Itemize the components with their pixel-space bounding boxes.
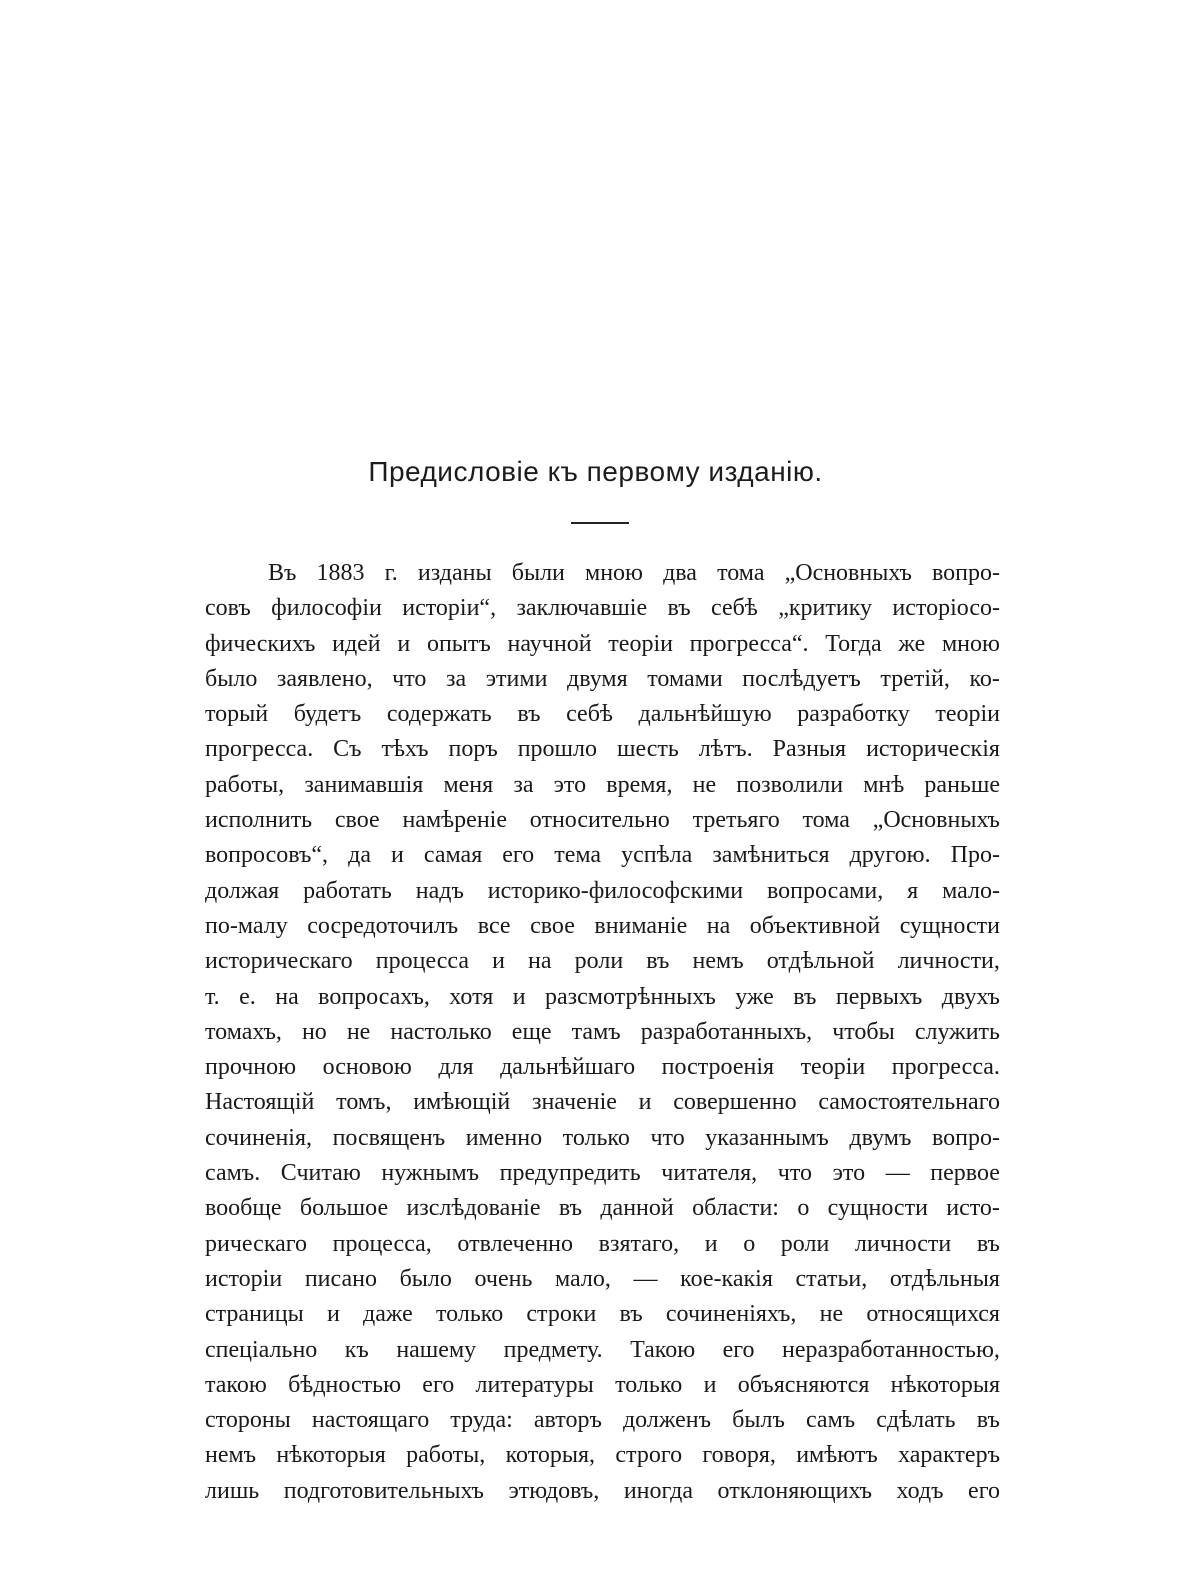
word: немъ [205, 1442, 257, 1469]
word: лѣтъ. [698, 736, 753, 763]
word: самъ [805, 1407, 856, 1434]
word: области: [692, 1195, 779, 1222]
text-line [205, 803, 1000, 838]
word: были [511, 560, 565, 586]
word: торый [205, 701, 269, 728]
word: успѣла [621, 842, 693, 869]
word: тѣхъ [381, 736, 429, 763]
word: г. [384, 560, 398, 586]
word: же [898, 630, 926, 657]
word: вопро- [931, 1124, 1000, 1151]
word: прошло [517, 736, 598, 763]
word: стороны [205, 1407, 291, 1434]
word: взятаго, [598, 1230, 680, 1257]
word: ходъ [896, 1477, 944, 1504]
word: сосредоточилъ [307, 912, 459, 939]
word: даже [363, 1301, 413, 1328]
word: свое [530, 912, 575, 939]
text-line [205, 980, 1000, 1015]
word: относящихся [866, 1301, 1000, 1328]
word: фическихъ [205, 630, 316, 657]
word: за [513, 771, 534, 798]
text-line [205, 556, 1000, 591]
word: его [722, 1336, 755, 1363]
word: лишь [205, 1477, 260, 1504]
text-line [205, 944, 1000, 979]
word: и [397, 630, 411, 657]
word: 1883 [316, 560, 365, 586]
word: тамъ [571, 1018, 621, 1045]
text-line [205, 1333, 1000, 1368]
word: Тогда [825, 630, 882, 657]
word: будетъ [293, 701, 362, 728]
word: надъ [415, 877, 464, 904]
word: не [346, 1018, 371, 1045]
word: третій, [880, 665, 950, 692]
text-line [205, 874, 1000, 909]
word: только [435, 1301, 504, 1328]
word: его [422, 1371, 455, 1398]
word: процесса, [332, 1230, 432, 1257]
word: теоріи [608, 630, 673, 657]
word: раньше [924, 771, 1000, 798]
word: исторіи [205, 1265, 283, 1292]
word: заявлено, [276, 665, 373, 692]
word: этюдовъ, [508, 1477, 600, 1504]
text-line [205, 768, 1000, 803]
word: — [633, 1265, 658, 1292]
word: въ [619, 1301, 643, 1328]
text-line [205, 1085, 1000, 1120]
text-line [205, 1403, 1000, 1438]
word: страницы [205, 1301, 304, 1328]
text-line [205, 1121, 1000, 1156]
word: что [650, 1124, 685, 1151]
word: двумъ [849, 1124, 912, 1151]
word: на [706, 912, 731, 939]
word: себѣ [566, 701, 613, 728]
word: и [492, 948, 505, 975]
word: немъ [692, 948, 744, 975]
word: вопро- [931, 560, 1000, 586]
word: былъ [732, 1407, 785, 1434]
word: совъ [205, 595, 251, 622]
word: двухъ [941, 983, 1000, 1010]
word: что [392, 665, 427, 692]
word: прогресса“. [689, 630, 809, 657]
word: вообще [205, 1195, 282, 1222]
word: но [301, 1018, 327, 1045]
word: статьи, [795, 1265, 868, 1292]
word: да [348, 842, 371, 869]
text-line [205, 1297, 1000, 1332]
word: говоря, [702, 1442, 776, 1469]
word: еще [511, 1018, 552, 1045]
word: въ [517, 701, 541, 728]
word: Такою [630, 1336, 696, 1363]
text-line [205, 1438, 1000, 1473]
word: мною [941, 630, 1000, 657]
word: къ [344, 1336, 369, 1363]
word: и [512, 983, 526, 1010]
word: иногда [623, 1477, 694, 1504]
word: о [743, 1230, 756, 1257]
text-line [205, 662, 1000, 697]
word: Съ [333, 736, 362, 763]
word: настоящаго [311, 1407, 430, 1434]
word: „критику [778, 595, 873, 622]
word: сущности [899, 912, 1000, 939]
word: прогресса. [891, 1054, 1000, 1081]
word: это [832, 1160, 866, 1187]
word: его [968, 1477, 1000, 1504]
word: нѣкоторыя [276, 1442, 386, 1469]
word: долженъ [622, 1407, 712, 1434]
word: отдѣльной [766, 948, 875, 975]
word: писано [304, 1265, 377, 1292]
text-line [205, 1262, 1000, 1297]
word: томъ, [336, 1089, 392, 1116]
word: роли [574, 948, 624, 975]
word: этими [485, 665, 548, 692]
text-line [205, 1191, 1000, 1226]
word: исторіосо- [892, 595, 1000, 622]
word: самостоятельнаго [818, 1089, 1000, 1116]
text-line [205, 1050, 1000, 1085]
word: личности, [897, 948, 1000, 975]
word: предупредить [499, 1160, 641, 1187]
word: объективной [749, 912, 881, 939]
word: работать [303, 877, 392, 904]
word: прогресса. [205, 736, 314, 763]
word: авторъ [533, 1407, 602, 1434]
word: это [553, 771, 587, 798]
word: было [399, 1265, 452, 1292]
word: ко- [969, 665, 1000, 692]
word: неразработанностью, [782, 1336, 1000, 1363]
word: только [562, 1124, 630, 1151]
text-line [205, 1474, 1000, 1509]
word: мало- [942, 877, 1000, 904]
word: все [477, 912, 511, 939]
word: томахъ, [205, 1018, 282, 1045]
word: и [326, 1301, 340, 1328]
word: поръ [448, 736, 498, 763]
word: по-малу [205, 912, 288, 939]
word: другою. [849, 842, 931, 869]
word: первыхъ [835, 983, 923, 1010]
word: подготовительныхъ [283, 1477, 484, 1504]
word: для [438, 1054, 474, 1081]
text-line [205, 909, 1000, 944]
word: научной [507, 630, 592, 657]
word: въ [667, 595, 691, 622]
text-line [205, 1227, 1000, 1262]
body-text [205, 556, 1000, 1509]
word: не [692, 771, 717, 798]
word: служить [914, 1018, 1000, 1045]
word: историческія [866, 736, 1000, 763]
word: такою [205, 1371, 267, 1398]
word: исторіи“, [402, 595, 497, 622]
word: литературы [475, 1371, 594, 1398]
word: историко-философскими [487, 877, 744, 904]
word: нашему [396, 1336, 477, 1363]
word: было [205, 665, 258, 692]
word: содержать [386, 701, 492, 728]
title-divider [571, 522, 629, 524]
word: сочиненіяхъ, [665, 1301, 797, 1328]
word: „Основныхъ [872, 807, 1000, 834]
word: указаннымъ [705, 1124, 829, 1151]
word: вопросами, [767, 877, 884, 904]
word: разсмотрѣнныхъ [545, 983, 716, 1010]
word: за [446, 665, 467, 692]
word: хотя [449, 983, 494, 1010]
word: исполнить [205, 807, 313, 834]
word: построенія [661, 1054, 775, 1081]
word: вопросовъ“, [205, 842, 329, 869]
word: опытъ [426, 630, 491, 657]
word: данной [600, 1195, 674, 1222]
word: и [704, 1230, 718, 1257]
word: работы, [406, 1442, 486, 1469]
word: позволили [736, 771, 844, 798]
word: сдѣлать [876, 1407, 956, 1434]
word: „Основныхъ [784, 560, 912, 586]
word: идей [332, 630, 381, 657]
word: читателя, [661, 1160, 758, 1187]
word: заключавшіе [516, 595, 648, 622]
word: чтобы [832, 1018, 895, 1045]
word: мало, [555, 1265, 611, 1292]
word: изданы [417, 560, 492, 586]
word: разработку [797, 701, 910, 728]
word: отвлеченно [457, 1230, 574, 1257]
word: Разныя [772, 736, 847, 763]
word: значеніе [531, 1089, 617, 1116]
word: меня [443, 771, 494, 798]
word: должая [205, 877, 280, 904]
word: самъ. [205, 1160, 261, 1187]
word: отклоняющихъ [717, 1477, 872, 1504]
text-line [205, 838, 1000, 873]
word: тома [717, 560, 765, 586]
word: мною [585, 560, 643, 586]
word: строки [526, 1301, 597, 1328]
word: совершенно [673, 1089, 797, 1116]
word: въ [558, 1195, 582, 1222]
word: тема [554, 842, 602, 869]
word: его [502, 842, 535, 869]
text-line [205, 697, 1000, 732]
word: въ [646, 948, 670, 975]
word: теоріи [800, 1054, 866, 1081]
word: и [391, 842, 404, 869]
word: не [819, 1301, 844, 1328]
word: — [885, 1160, 910, 1187]
word: на [275, 983, 299, 1010]
word: рическаго [205, 1230, 308, 1257]
word: двумя [567, 665, 628, 692]
word: нѣкоторыя [890, 1371, 1000, 1398]
word: мнѣ [863, 771, 905, 798]
word: изслѣдованіе [406, 1195, 541, 1222]
word: именно [465, 1124, 543, 1151]
word: строго [615, 1442, 683, 1469]
word: характеръ [898, 1442, 1000, 1469]
word: первое [930, 1160, 1000, 1187]
word: роли [780, 1230, 830, 1257]
word: третьяго [692, 807, 780, 834]
word: настолько [390, 1018, 492, 1045]
word: основою [322, 1054, 412, 1081]
word: процесса [375, 948, 469, 975]
word: вниманіе [594, 912, 688, 939]
word: относительно [529, 807, 670, 834]
word: тома [802, 807, 850, 834]
word: работы, [205, 771, 285, 798]
word: философіи [271, 595, 382, 622]
word: я [907, 877, 919, 904]
word: Считаю [280, 1160, 361, 1187]
word: шесть [616, 736, 679, 763]
word: Про- [950, 842, 1000, 869]
word: историческаго [205, 948, 353, 975]
word: личности [854, 1230, 952, 1257]
word: предмету. [503, 1336, 603, 1363]
word: е. [239, 983, 256, 1010]
word: и [703, 1371, 717, 1398]
word: себѣ [711, 595, 758, 622]
word: о [797, 1195, 810, 1222]
word: большое [299, 1195, 389, 1222]
word: разработанныхъ, [640, 1018, 813, 1045]
word: дальнѣйшаго [500, 1054, 636, 1081]
text-line [205, 591, 1000, 626]
word: которыя, [505, 1442, 596, 1469]
word: на [528, 948, 552, 975]
word: очень [474, 1265, 533, 1292]
word: намѣреніе [402, 807, 507, 834]
word: отдѣльныя [889, 1265, 1000, 1292]
word: послѣдуетъ [742, 665, 861, 692]
word: что [777, 1160, 813, 1187]
text-line [205, 732, 1000, 767]
word: теоріи [935, 701, 1000, 728]
word: сочиненія, [205, 1124, 312, 1151]
word: и [638, 1089, 652, 1116]
word: Настоящій [205, 1089, 315, 1116]
word: въ [793, 983, 817, 1010]
word: два [663, 560, 697, 586]
word: труда: [450, 1407, 513, 1434]
word: имѣютъ [796, 1442, 878, 1469]
word: посвященъ [332, 1124, 446, 1151]
word: Въ [268, 560, 297, 586]
text-line [205, 1015, 1000, 1050]
word: свое [334, 807, 380, 834]
word: въ [976, 1230, 1000, 1257]
word: замѣниться [712, 842, 830, 869]
word: только [615, 1371, 683, 1398]
word: въ [976, 1407, 1000, 1434]
word: томами [647, 665, 723, 692]
word: бѣдностью [288, 1371, 402, 1398]
word: кое-какія [680, 1265, 773, 1292]
word: уже [735, 983, 774, 1010]
word: объясняются [737, 1371, 870, 1398]
word: время, [606, 771, 673, 798]
text-line [205, 1156, 1000, 1191]
text-line [205, 627, 1000, 662]
word: спеціально [205, 1336, 318, 1363]
word: имѣющій [413, 1089, 511, 1116]
word: прочною [205, 1054, 297, 1081]
word: самая [423, 842, 483, 869]
page-title: Предисловіе къ первому изданію. [368, 456, 823, 487]
word: т. [205, 983, 220, 1010]
word: сущности [827, 1195, 928, 1222]
word: вопросахъ, [318, 983, 430, 1010]
word: исто- [946, 1195, 1000, 1222]
word: нужнымъ [381, 1160, 480, 1187]
word: дальнѣйшую [638, 701, 772, 728]
word: занимавшія [304, 771, 424, 798]
text-line [205, 1368, 1000, 1403]
